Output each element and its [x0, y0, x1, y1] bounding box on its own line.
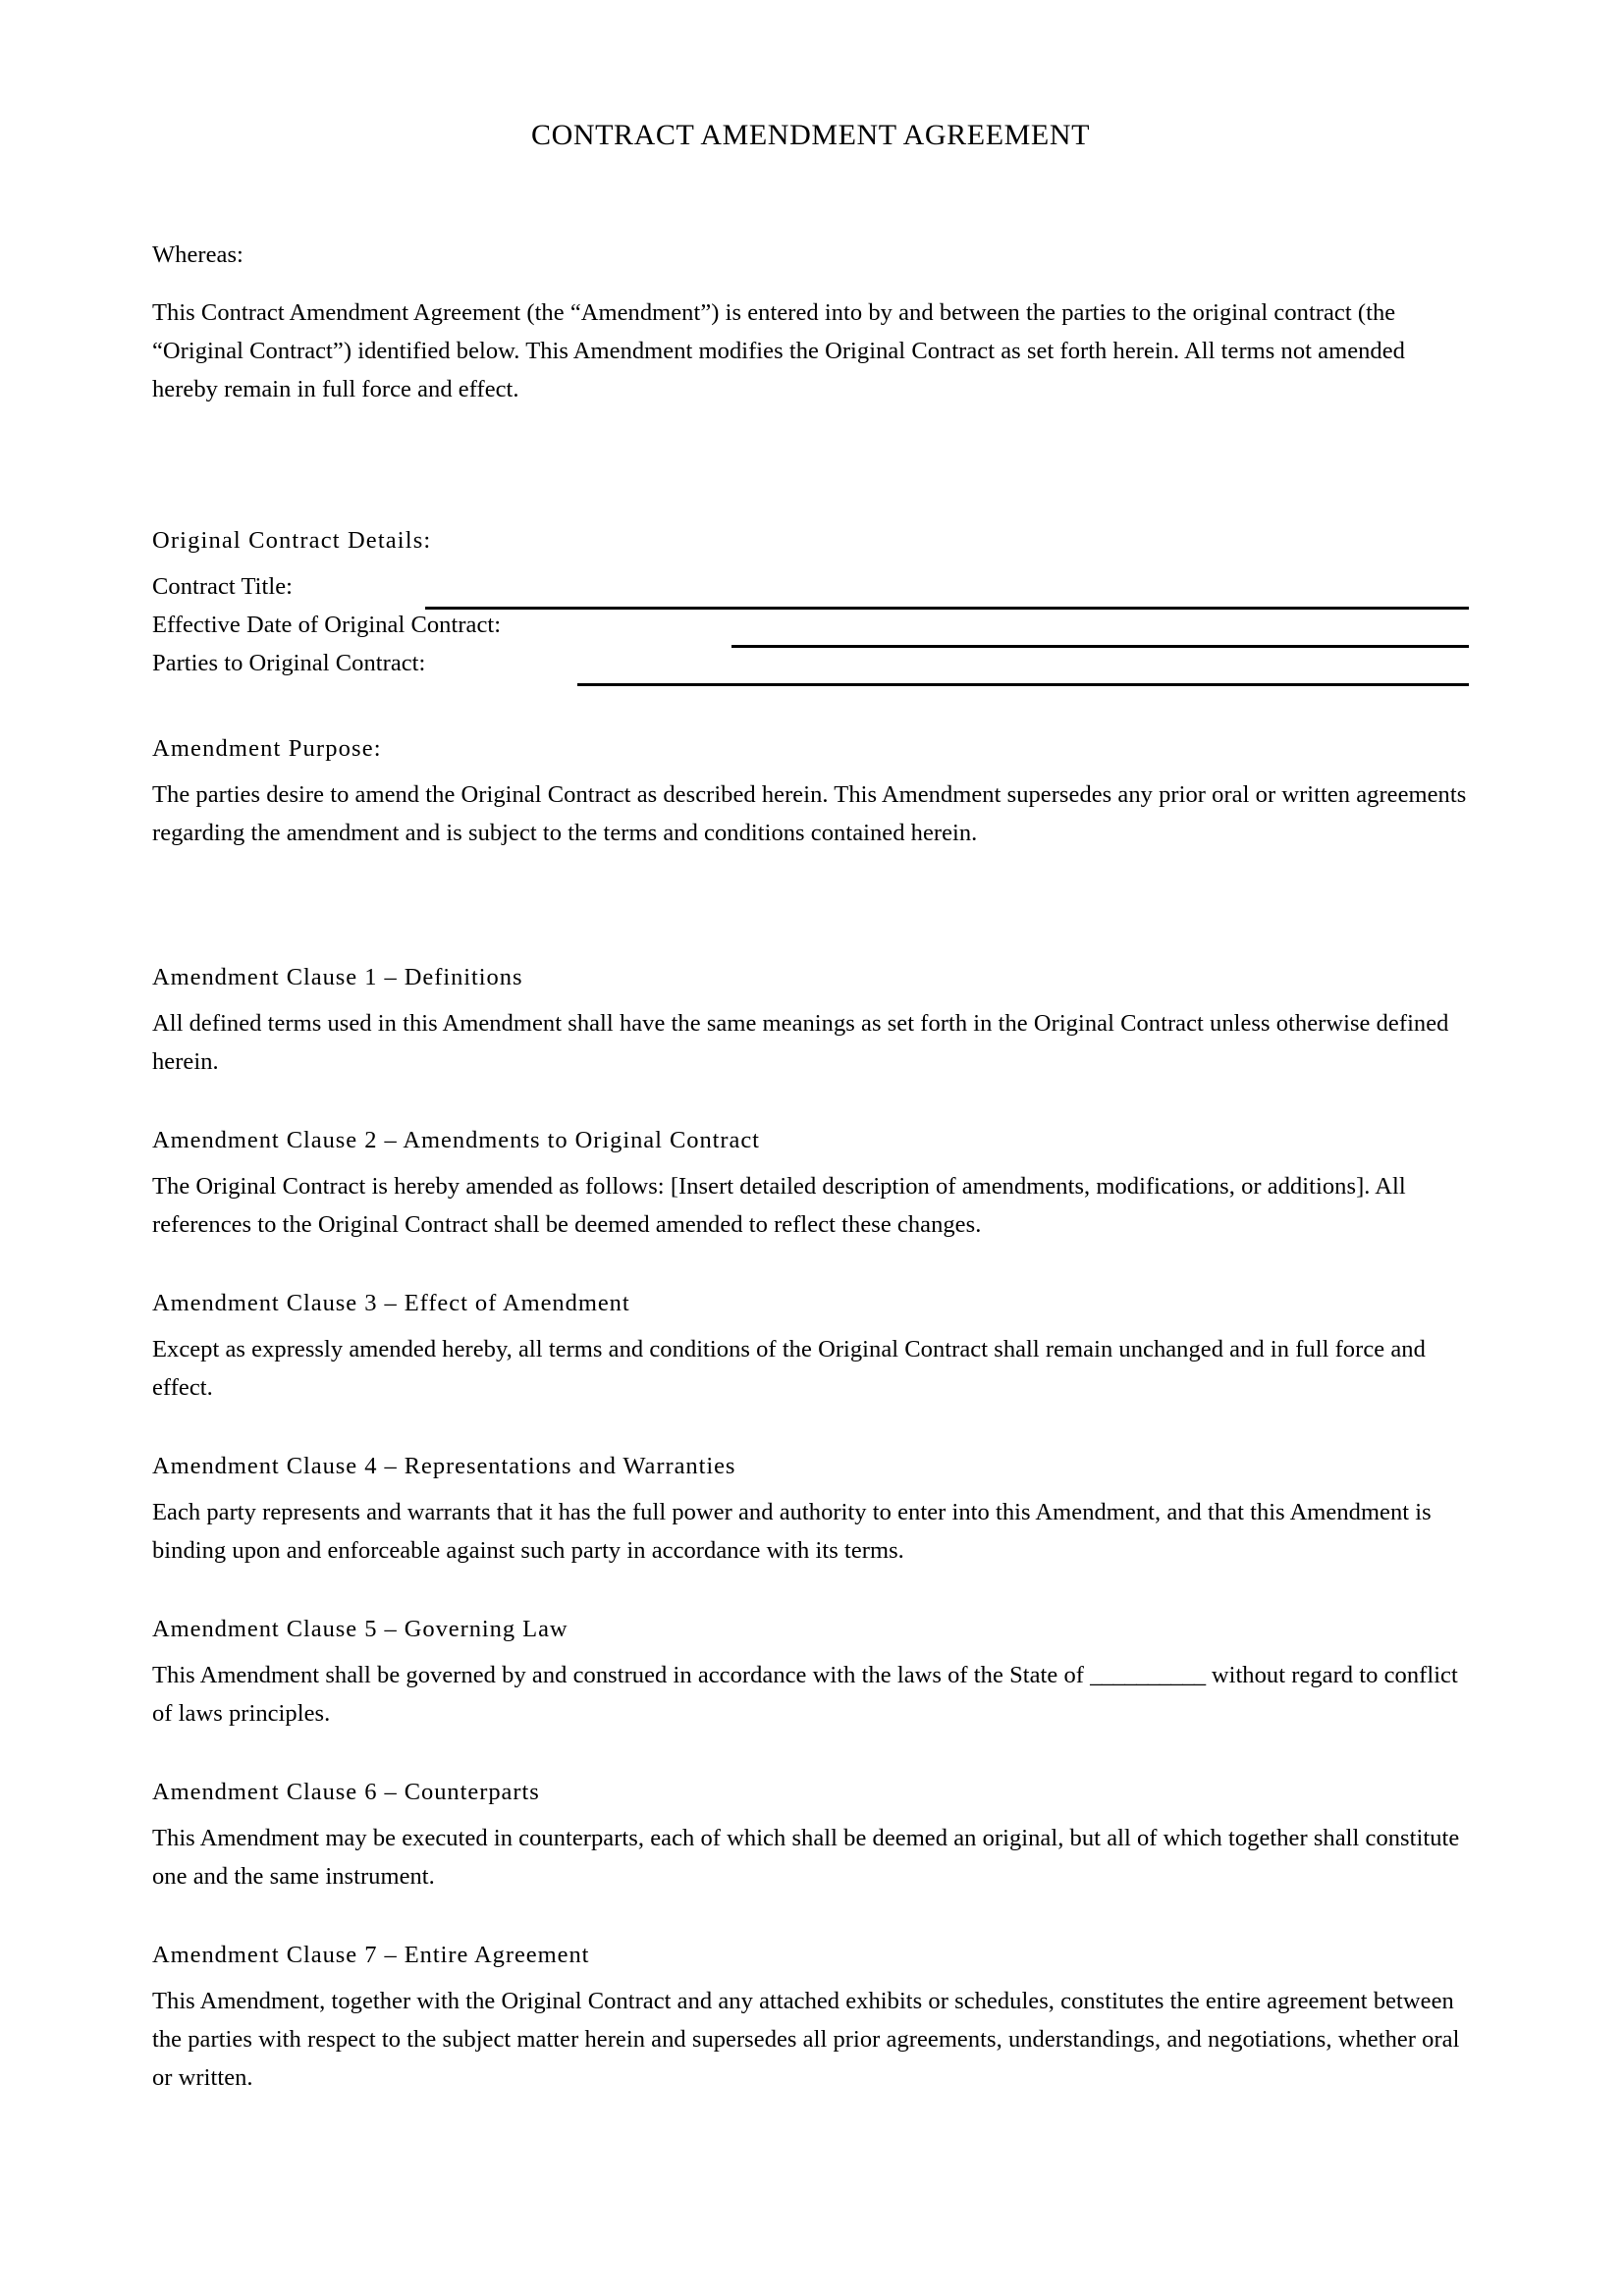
spacer: [152, 996, 1469, 1004]
original-contract-details-heading: Original Contract Details:: [152, 527, 432, 554]
spacer: [152, 1648, 1469, 1656]
spacer: [152, 153, 1469, 236]
spacer: [152, 1159, 1469, 1167]
clause-5-body: [152, 1656, 1469, 1733]
field-effective-date[interactable]: [152, 606, 1469, 644]
clause-3-body: Except as expressly amended hereby, all terms and conditions of the Original Contract shall remain unchanged and in full force and effect.: [152, 1336, 1426, 1401]
spacer: [152, 1974, 1469, 1982]
field-parties-label: Parties to Original Contract:: [152, 650, 431, 676]
field-contract-title-label: Contract Title:: [152, 573, 298, 600]
spacer: [152, 768, 1469, 775]
spacer: [152, 1570, 1469, 1610]
clause-1-heading: Amendment Clause 1 – Definitions: [152, 964, 523, 990]
clause-6-heading: Amendment Clause 6 – Counterparts: [152, 1779, 540, 1805]
clause-7-heading: Amendment Clause 7 – Entire Agreement: [152, 1942, 590, 1968]
whereas-paragraph: This Contract Amendment Agreement (the “Amendment”) is entered into by and between the parties to the original contract (the “Original Contract”) identified below. This Amendment modifies the Original Contract as set forth herein. All terms not amended hereby remain in full force and effect.: [152, 299, 1405, 402]
clause-2-heading: Amendment Clause 2 – Amendments to Original Contract: [152, 1127, 760, 1153]
spacer: [152, 1485, 1469, 1493]
clause-2-body: The Original Contract is hereby amended as follows: [Insert detailed description of amendments, modifications, or additions]. All references to the Original Contract shall be deemed amended to reflect these changes.: [152, 1173, 1406, 1238]
spacer: [152, 1322, 1469, 1330]
clause-5-governing-law-blank[interactable]: __________: [1090, 1662, 1206, 1688]
clause-7-body: This Amendment, together with the Original Contract and any attached exhibits or schedules, constitutes the entire agreement between the parties with respect to the subject matter herein and supersedes all prior agreements, understandings, and negotiations, whether oral or written.: [152, 1988, 1460, 2091]
spacer: [152, 852, 1469, 958]
spacer: [152, 1811, 1469, 1819]
spacer: [152, 274, 1469, 294]
clause-5-body-part-1: This Amendment shall be governed by and construed in accordance with the laws of the State of: [152, 1662, 1091, 1688]
spacer: [152, 1733, 1469, 1773]
clause-4-body: Each party represents and warrants that it has the full power and authority to enter into this Amendment, and that this Amendment is binding upon and enforceable against such party in accordance with its terms.: [152, 1499, 1432, 1564]
amendment-purpose-heading: Amendment Purpose:: [152, 735, 382, 762]
document-content: [152, 0, 1469, 2097]
clause-1-body: All defined terms used in this Amendment shall have the same meanings as set forth in the Original Contract unless otherwise defined herein.: [152, 1010, 1449, 1075]
field-effective-date-label: Effective Date of Original Contract:: [152, 612, 507, 638]
clause-5-body-part-2: without regard to conflict of laws principles.: [152, 1662, 1458, 1727]
clause-6-body: This Amendment may be executed in counterparts, each of which shall be deemed an original, but all of which together shall constitute one and the same instrument.: [152, 1825, 1460, 1890]
field-parties-rule[interactable]: [577, 683, 1469, 686]
spacer: [152, 408, 1469, 521]
clause-3-heading: Amendment Clause 3 – Effect of Amendment: [152, 1290, 630, 1316]
clause-5-heading: Amendment Clause 5 – Governing Law: [152, 1616, 568, 1642]
page-title: CONTRACT AMENDMENT AGREEMENT: [530, 119, 1091, 151]
whereas-label: Whereas:: [152, 241, 244, 268]
spacer: [152, 1896, 1469, 1936]
spacer: [152, 560, 1469, 567]
field-parties[interactable]: [152, 644, 1469, 682]
spacer: [152, 1244, 1469, 1284]
amendment-purpose-paragraph: The parties desire to amend the Original Contract as described herein. This Amendment supersedes any prior oral or written agreements regarding the amendment and is subject to the terms and conditions contained herein.: [152, 781, 1467, 846]
spacer: [152, 682, 1469, 729]
spacer: [152, 1081, 1469, 1121]
clause-4-heading: Amendment Clause 4 – Representations and Warranties: [152, 1453, 736, 1479]
spacer: [152, 1407, 1469, 1447]
field-contract-title[interactable]: [152, 567, 1469, 606]
